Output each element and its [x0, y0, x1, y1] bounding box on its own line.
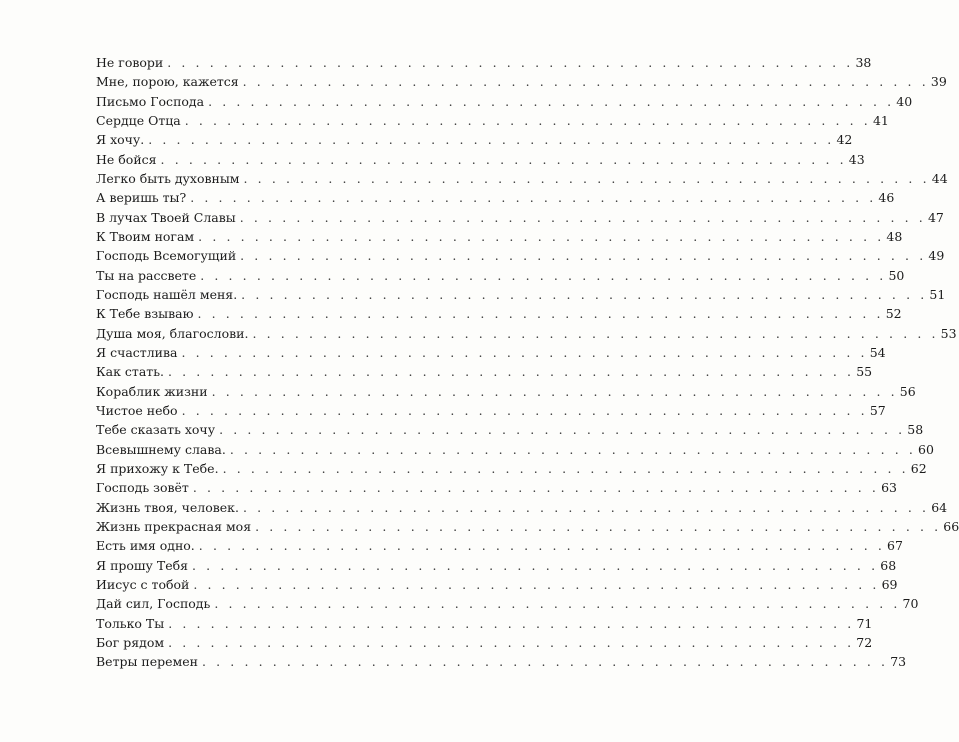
toc-dot-leader: . . . . . . . . . . . . . . . . . . . . . . . . . . . . . . . . . . . . . . . . . . . . . . . . . [181, 402, 868, 418]
toc-entry-page-number: 66 [943, 518, 959, 534]
toc-entry-page-number: 41 [872, 112, 889, 128]
toc-entry [96, 440, 934, 459]
toc-entry [96, 498, 948, 517]
toc-entry [96, 92, 913, 111]
toc-dot-leader: . . . . . . . . . . . . . . . . . . . . . . . . . . . . . . . . . . . . . . . . . . . . . . . . . [214, 596, 901, 612]
toc-dot-leader: . . . . . . . . . . . . . . . . . . . . . . . . . . . . . . . . . . . . . . . . . . . . . . . . . [160, 151, 847, 167]
toc-entry [96, 208, 944, 227]
toc-entry-title: Я прошу Тебя [96, 557, 189, 573]
toc-entry-page-number: 56 [899, 383, 916, 399]
toc-entry [96, 575, 898, 594]
toc-entry-page-number: 57 [869, 402, 886, 418]
toc-entry [96, 246, 945, 265]
toc-entry [96, 652, 907, 671]
toc-dot-leader: . . . . . . . . . . . . . . . . . . . . . . . . . . . . . . . . . . . . . . . . . . . . . . . . . [222, 460, 909, 476]
toc-entry-title: Я хочу. [96, 132, 145, 148]
toc-entry [96, 478, 897, 497]
toc-entry-title: Не говори [96, 55, 164, 70]
toc-entry-title: Жизнь прекрасная моя [96, 518, 252, 534]
toc-entry-page-number: 73 [890, 654, 907, 670]
toc-entry [96, 459, 927, 478]
toc-entry-page-number: 58 [907, 422, 924, 438]
toc-dot-leader: . . . . . . . . . . . . . . . . . . . . . . . . . . . . . . . . . . . . . . . . . . . . . . . . . [192, 557, 879, 573]
toc-dot-leader: . . . . . . . . . . . . . . . . . . . . . . . . . . . . . . . . . . . . . . . . . . . . . . . . . [200, 267, 887, 283]
toc-entry-page-number: 47 [927, 209, 944, 225]
toc-entry-page-number: 50 [888, 267, 905, 283]
toc-dot-leader: . . . . . . . . . . . . . . . . . . . . . . . . . . . . . . . . . . . . . . . . . . . . . . . . . [148, 132, 835, 148]
toc-dot-leader: . . . . . . . . . . . . . . . . . . . . . . . . . . . . . . . . . . . . . . . . . . . . . . . . . [190, 190, 877, 206]
toc-dot-leader: . . . . . . . . . . . . . . . . . . . . . . . . . . . . . . . . . . . . . . . . . . . . . . . . . [242, 499, 930, 515]
toc-entry [96, 227, 903, 246]
toc-entry-page-number: 48 [886, 228, 903, 244]
toc-dot-leader: . . . . . . . . . . . . . . . . . . . . . . . . . . . . . . . . . . . . . . . . . . . . . . . . . [240, 248, 927, 264]
toc-dot-leader: . . . . . . . . . . . . . . . . . . . . . . . . . . . . . . . . . . . . . . . . . . . . . . . . . [255, 518, 942, 534]
toc-dot-leader: . . . . . . . . . . . . . . . . . . . . . . . . . . . . . . . . . . . . . . . . . . . . . . . . . [242, 74, 929, 90]
toc-entry [96, 285, 946, 304]
toc-entry-page-number: 72 [856, 634, 873, 650]
toc-dot-leader: . . . . . . . . . . . . . . . . . . . . . . . . . . . . . . . . . . . . . . . . . . . . . . . . . [167, 364, 855, 380]
toc-entry-page-number: 44 [931, 170, 948, 186]
toc-entry-page-number: 46 [878, 190, 895, 206]
toc-entry [96, 594, 919, 613]
toc-entry [96, 401, 886, 420]
toc-entry-title: Письмо Господа [96, 93, 205, 109]
toc-entry-title: Господь Всемогущий [96, 248, 237, 264]
toc-entry [96, 614, 873, 633]
toc-entry-title: Тебе сказать хочу [96, 422, 216, 438]
toc-entry-page-number: 40 [896, 93, 913, 109]
toc-entry-page-number: 42 [836, 132, 853, 148]
toc-entry [96, 556, 897, 575]
toc-entry-title: Легко быть духовным [96, 170, 240, 186]
toc-dot-leader: . . . . . . . . . . . . . . . . . . . . . . . . . . . . . . . . . . . . . . . . . . . . . . . . . [168, 634, 855, 650]
toc-dot-leader: . . . . . . . . . . . . . . . . . . . . . . . . . . . . . . . . . . . . . . . . . . . . . . . . . [219, 422, 906, 438]
toc-entry-title: Чистое небо [96, 402, 178, 418]
toc-entry-page-number: 68 [880, 557, 897, 573]
toc-dot-leader: . . . . . . . . . . . . . . . . . . . . . . . . . . . . . . . . . . . . . . . . . . . . . . . . . [193, 576, 880, 592]
toc-dot-leader: . . . . . . . . . . . . . . . . . . . . . . . . . . . . . . . . . . . . . . . . . . . . . . . . . [197, 306, 884, 322]
toc-entry-page-number: 49 [928, 248, 945, 264]
toc-entry-page-number: 54 [869, 344, 886, 360]
toc-entry [96, 266, 905, 285]
toc-entry [96, 111, 889, 130]
toc-entry [96, 536, 903, 555]
toc-entry [96, 633, 873, 652]
toc-dot-leader: . . . . . . . . . . . . . . . . . . . . . . . . . . . . . . . . . . . . . . . . . . . . . . . . . [229, 441, 916, 457]
toc-entry-title: Душа моя, благослови. [96, 325, 249, 341]
toc-entry [96, 304, 902, 323]
toc-entry-page-number: 64 [931, 499, 948, 515]
toc-entry [96, 517, 959, 536]
toc-entry-title: А веришь ты? [96, 190, 187, 206]
toc-dot-leader: . . . . . . . . . . . . . . . . . . . . . . . . . . . . . . . . . . . . . . . . . . . . . . . . . [198, 228, 885, 244]
toc-entry-page-number: 55 [856, 364, 873, 380]
toc-entry [96, 420, 924, 439]
toc-entry-page-number: 60 [918, 441, 934, 457]
toc-entry-title: Мне, порою, кажется [96, 74, 239, 90]
toc-dot-leader: . . . . . . . . . . . . . . . . . . . . . . . . . . . . . . . . . . . . . . . . . . . . . . . . . [243, 170, 930, 186]
toc-entry-title: Дай сил, Господь [96, 596, 211, 612]
toc-entry-title: Сердце Отца [96, 112, 181, 128]
toc-dot-leader: . . . . . . . . . . . . . . . . . . . . . . . . . . . . . . . . . . . . . . . . . . . . . . . . . [211, 383, 898, 399]
toc-entry-title: Есть имя одно. [96, 538, 195, 554]
toc-dot-leader: . . . . . . . . . . . . . . . . . . . . . . . . . . . . . . . . . . . . . . . . . . . . . . . . . [181, 344, 868, 360]
toc-entry-title: В лучах Твоей Славы [96, 209, 236, 225]
toc-entry-page-number: 51 [929, 286, 946, 302]
toc-entry-page-number: 63 [881, 480, 897, 496]
toc-entry [96, 188, 895, 207]
toc-dot-leader: . . . . . . . . . . . . . . . . . . . . . . . . . . . . . . . . . . . . . . . . . . . . . . . . . [241, 286, 928, 302]
toc-entry-title: Как стать. [96, 364, 164, 380]
toc-dot-leader: . . . . . . . . . . . . . . . . . . . . . . . . . . . . . . . . . . . . . . . . . . . . . . . . . [167, 55, 854, 70]
toc-entry-page-number: 70 [902, 596, 919, 612]
toc-entry-title: Ты на рассвете [96, 267, 197, 283]
toc-entry-title: К Твоим ногам [96, 228, 195, 244]
toc-entry-title: Всевышнему слава. [96, 441, 226, 457]
toc-entry-title: К Тебе взываю [96, 306, 194, 322]
toc-entry [96, 150, 865, 169]
toc-entry [96, 382, 916, 401]
toc-entry-title: Я прихожу к Тебе. [96, 460, 219, 476]
toc-entry [96, 343, 886, 362]
toc-entry [96, 53, 872, 72]
toc-dot-leader: . . . . . . . . . . . . . . . . . . . . . . . . . . . . . . . . . . . . . . . . . . . . . . . . . [184, 112, 871, 128]
table-of-contents [96, 53, 959, 672]
toc-dot-leader: . . . . . . . . . . . . . . . . . . . . . . . . . . . . . . . . . . . . . . . . . . . . . . . . . [202, 654, 889, 670]
toc-entry-page-number: 69 [881, 576, 898, 592]
toc-dot-leader: . . . . . . . . . . . . . . . . . . . . . . . . . . . . . . . . . . . . . . . . . . . . . . . . . [239, 209, 926, 225]
toc-entry-title: Бог рядом [96, 634, 165, 650]
toc-dot-leader: . . . . . . . . . . . . . . . . . . . . . . . . . . . . . . . . . . . . . . . . . . . . . . . . . [192, 480, 879, 496]
toc-entry-title: Господь зовёт [96, 480, 189, 496]
toc-dot-leader: . . . . . . . . . . . . . . . . . . . . . . . . . . . . . . . . . . . . . . . . . . . . . . . . . [168, 615, 855, 631]
toc-entry-page-number: 62 [910, 460, 927, 476]
toc-entry-page-number: 43 [848, 151, 865, 167]
toc-entry-title: Кораблик жизни [96, 383, 208, 399]
toc-entry-title: Ветры перемен [96, 654, 199, 670]
toc-entry-page-number: 39 [930, 74, 947, 90]
toc-dot-leader: . . . . . . . . . . . . . . . . . . . . . . . . . . . . . . . . . . . . . . . . . . . . . . . . . [208, 93, 895, 109]
toc-entry-title: Только Ты [96, 615, 165, 631]
toc-entry [96, 72, 947, 91]
toc-entry [96, 324, 957, 343]
toc-dot-leader: . . . . . . . . . . . . . . . . . . . . . . . . . . . . . . . . . . . . . . . . . . . . . . . . . [252, 325, 939, 341]
toc-entry-page-number: 38 [855, 55, 872, 70]
toc-entry-page-number: 67 [887, 538, 903, 554]
toc-entry [96, 130, 853, 149]
toc-dot-leader: . . . . . . . . . . . . . . . . . . . . . . . . . . . . . . . . . . . . . . . . . . . . . . . . . [198, 538, 885, 554]
toc-entry-page-number: 53 [940, 325, 957, 341]
toc-entry-page-number: 52 [885, 306, 902, 322]
toc-entry-title: Господь нашёл меня. [96, 286, 238, 302]
toc-entry-title: Иисус с тобой [96, 576, 190, 592]
toc-entry-title: Не бойся [96, 151, 157, 167]
toc-entry-title: Жизнь твоя, человек. [96, 499, 239, 515]
toc-entry [96, 169, 948, 188]
toc-entry-title: Я счастлива [96, 344, 178, 360]
toc-entry-page-number: 71 [856, 615, 873, 631]
toc-entry [96, 362, 873, 381]
